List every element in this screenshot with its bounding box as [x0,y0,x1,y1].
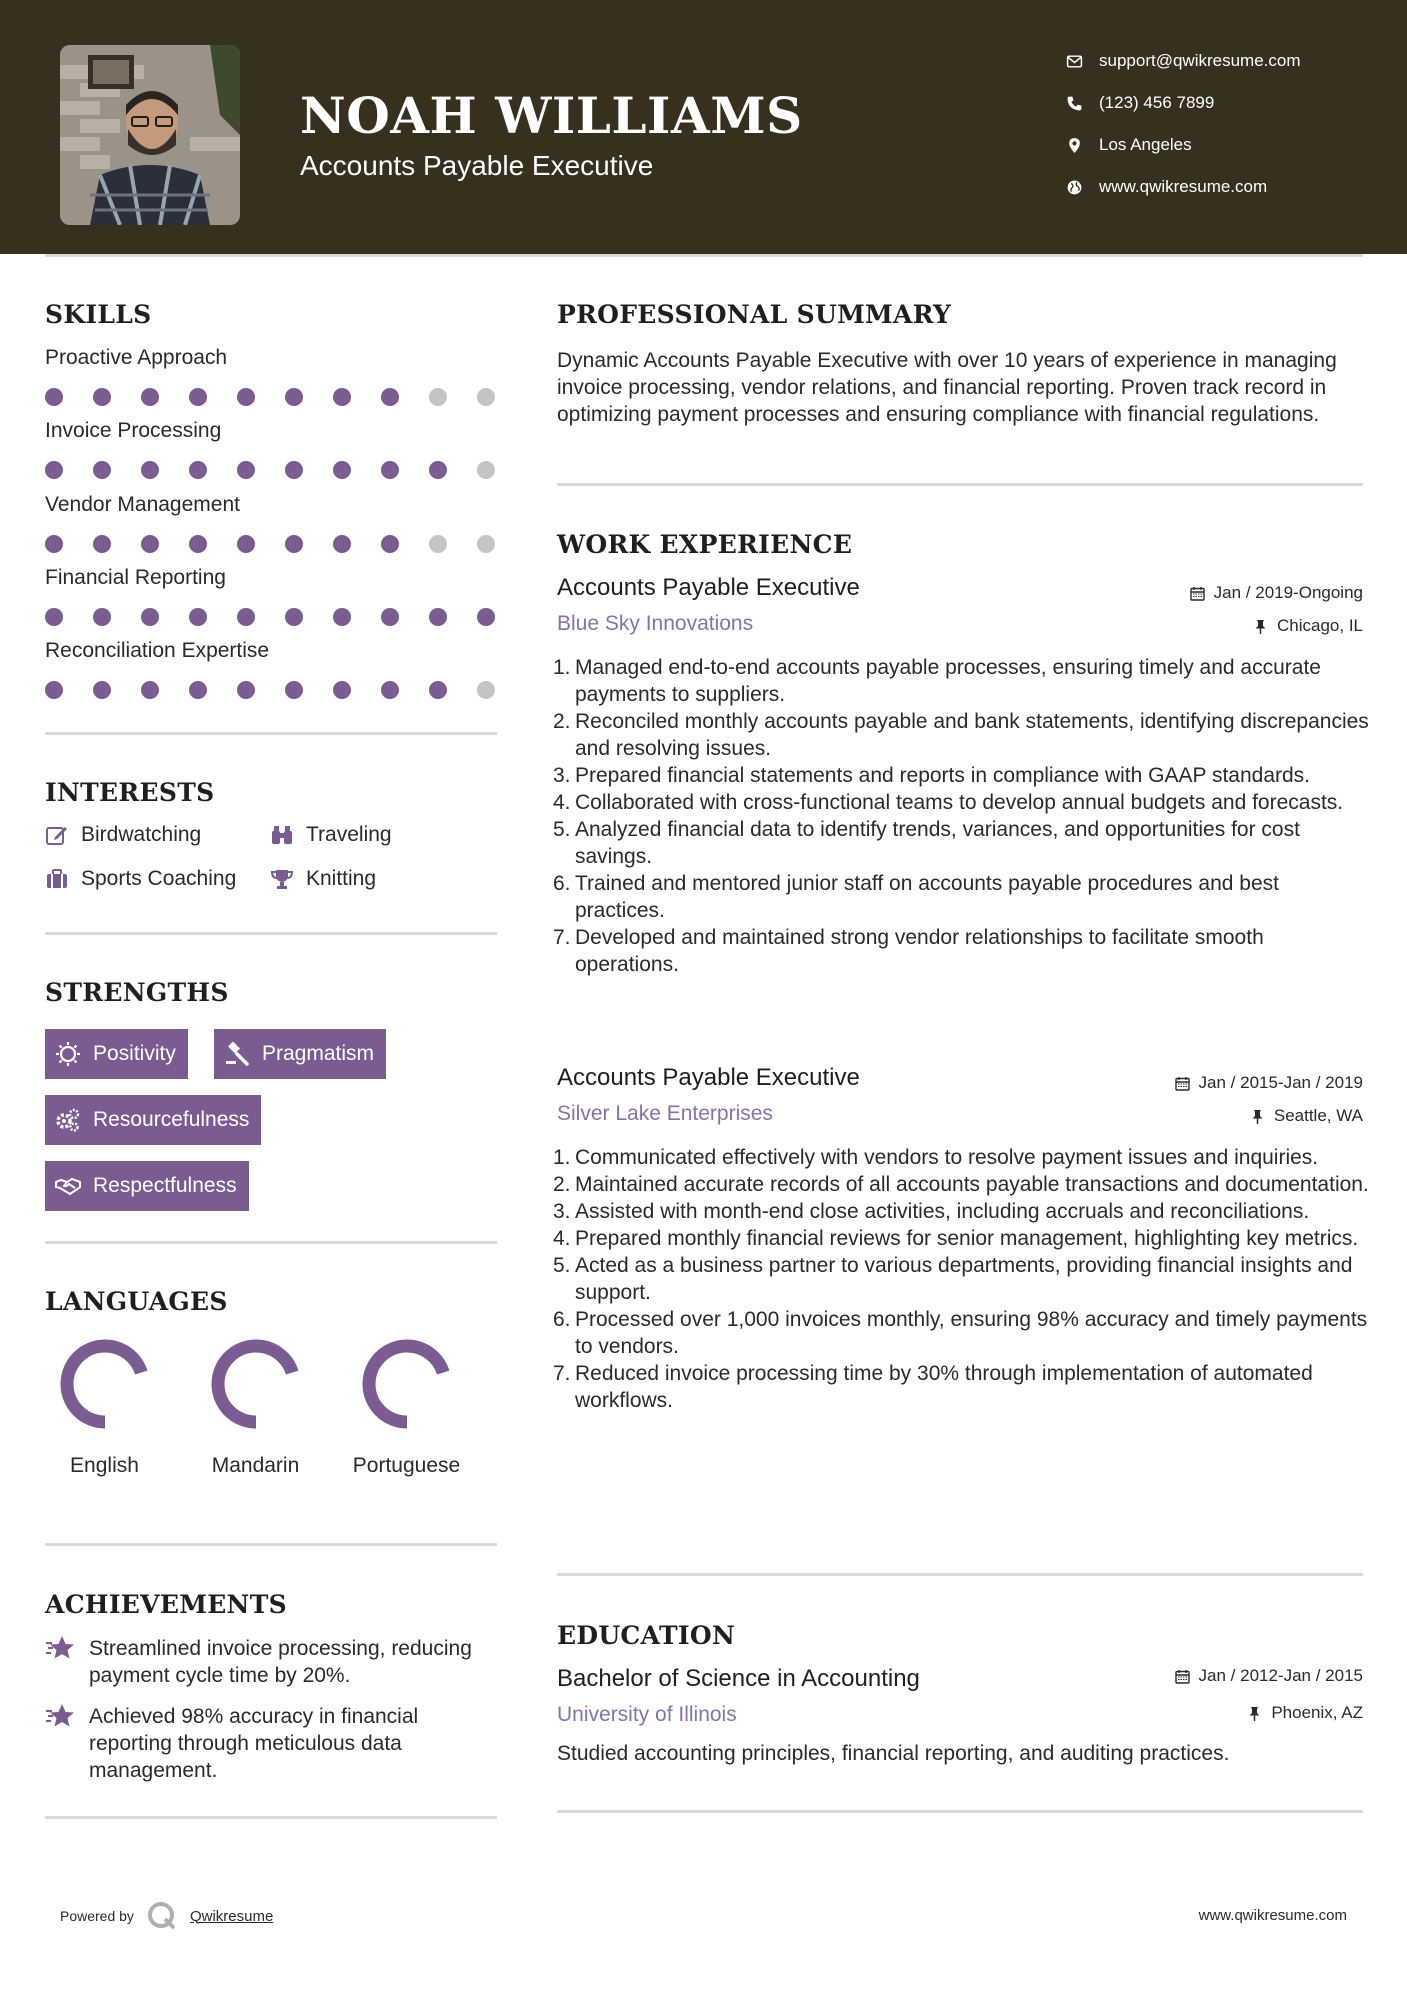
languages-heading: LANGUAGES [45,1287,228,1316]
job-location [1250,1106,1363,1126]
pushpin-icon [1250,1109,1265,1124]
interest-label: Traveling [306,823,392,846]
job-bullet [553,816,1373,870]
rating-dot-filled [45,461,63,479]
briefcase-icon [45,867,69,891]
language-gauge [206,1334,306,1434]
job-bullets [553,654,1373,978]
job-title: Accounts Payable Executive [557,574,860,601]
rating-dot-filled [237,681,255,699]
job-dates-text: Jan / 2015-Jan / 2019 [1198,1073,1363,1092]
rating-dot-filled [189,388,207,406]
job-dates [1175,1073,1363,1093]
pushpin-icon [1247,1706,1262,1721]
rating-dot-filled [333,608,351,626]
rating-dot-filled [429,461,447,479]
summary-heading: PROFESSIONAL SUMMARY [557,300,952,329]
job-bullet [553,1252,1373,1306]
interest-label: Birdwatching [81,823,202,846]
rating-dot-filled [45,388,63,406]
interest-label: Sports Coaching [81,867,237,890]
skill-name: Vendor Management [45,493,240,516]
bullet-text: Managed end-to-end accounts payable processes, ensuring timely and accurate payments to suppliers. [575,656,1321,706]
calendar-icon [1190,586,1205,601]
job-location-text: Chicago, IL [1277,616,1363,635]
job-bullet [553,762,1373,789]
rating-dot-empty [477,681,495,699]
star-icon [45,1633,75,1663]
interest-label: Knitting [306,867,377,890]
summary-text: Dynamic Accounts Payable Executive with over 10 years of experience in managing invoice processing, vendor relations, and financial reporting. Proven track record in optimizing payment processes and ensuring compliance with financial regulations. [557,349,1337,426]
strength-label: Respectfulness [93,1174,237,1197]
language-item [42,1334,167,1480]
candidate-title: Accounts Payable Executive [300,150,654,181]
profile-photo [60,45,240,225]
bullet-number: 7. [553,926,571,949]
bullet-text: Acted as a business partner to various departments, providing financial insights and support. [575,1254,1353,1304]
section-divider [45,932,497,935]
job-bullet [553,924,1373,978]
envelope-icon [1063,50,1085,72]
rating-dot-filled [285,681,303,699]
job-bullet [553,654,1373,708]
rating-dot-filled [333,388,351,406]
resume-header [0,0,1407,254]
interest-item [270,823,392,847]
bullet-number: 2. [553,1173,571,1196]
rating-dot-empty [429,535,447,553]
bullet-number: 5. [553,1254,571,1277]
rating-dot-empty [477,535,495,553]
candidate-name: NOAH WILLIAMS [300,86,803,145]
skill-name: Reconciliation Expertise [45,639,270,662]
rating-dot-filled [285,535,303,553]
skill-rating [45,608,505,626]
language-item [344,1334,469,1480]
company-name: Silver Lake Enterprises [557,1102,773,1125]
rating-dot-filled [189,681,207,699]
job-bullet [553,1306,1373,1360]
language-gauge-arc [67,1346,143,1422]
star-icon [45,1701,75,1731]
calendar-icon [1175,1669,1190,1684]
bullet-text: Processed over 1,000 invoices monthly, ensuring 98% accuracy and timely payments to vendors. [575,1308,1368,1358]
strengths-heading: STRENGTHS [45,978,229,1007]
education-dates [1175,1666,1363,1686]
globe-icon [1063,176,1085,198]
bullet-text: Analyzed financial data to identify trends, variances, and opportunities for cost savings. [575,818,1300,868]
job-bullet [553,1198,1373,1225]
experience-heading: WORK EXPERIENCE [557,530,853,559]
contact-phone-text: (123) 456 7899 [1099,93,1215,112]
sun-icon [55,1041,81,1067]
skill-name: Invoice Processing [45,419,222,442]
header-divider [45,254,1363,257]
rating-dot-filled [381,535,399,553]
rating-dot-filled [285,388,303,406]
rating-dot-filled [141,681,159,699]
strength-tag [214,1029,386,1079]
education-dates-text: Jan / 2012-Jan / 2015 [1198,1666,1363,1685]
job-dates-text: Jan / 2019-Ongoing [1213,583,1363,602]
section-divider [45,1816,497,1819]
pencil-square-icon [45,823,69,847]
strength-label: Pragmatism [262,1042,375,1065]
rating-dot-filled [381,388,399,406]
bullet-number: 6. [553,872,571,895]
job-bullet [553,708,1373,762]
bullet-number: 6. [553,1308,571,1331]
bullet-text: Reduced invoice processing time by 30% through implementation of automated workflows. [575,1362,1313,1412]
rating-dot-filled [93,535,111,553]
education-location-text: Phoenix, AZ [1271,1703,1363,1722]
footer-brand [60,1900,273,1932]
bullet-text: Prepared financial statements and reports in compliance with GAAP standards. [575,764,1310,787]
bullet-text: Collaborated with cross-functional teams to develop annual budgets and forecasts. [575,791,1344,814]
job-dates [1190,583,1363,603]
rating-dot-filled [333,461,351,479]
education-heading: EDUCATION [557,1621,736,1650]
bullet-text: Maintained accurate records of all accounts payable transactions and documentation. [575,1173,1369,1196]
trophy-icon [270,867,294,891]
qwikresume-logo-icon [146,1900,178,1932]
strength-label: Positivity [93,1042,176,1065]
language-gauge-arc [369,1346,445,1422]
achievement-item [45,1635,505,1689]
contact-email-text: support@qwikresume.com [1099,51,1301,70]
contact-location-text: Los Angeles [1099,135,1192,154]
section-divider [45,1241,497,1244]
language-name: English [70,1454,139,1477]
bullet-text: Prepared monthly financial reviews for senior management, highlighting key metrics. [575,1227,1359,1250]
rating-dot-filled [237,608,255,626]
rating-dot-empty [477,388,495,406]
skill-item [45,639,505,699]
achievement-item [45,1703,505,1784]
rating-dot-filled [285,461,303,479]
rating-dot-filled [45,608,63,626]
job-bullets [553,1144,1373,1414]
rating-dot-empty [429,388,447,406]
skill-rating [45,681,505,699]
location-pin-icon [1063,134,1085,156]
skill-name: Financial Reporting [45,566,226,589]
rating-dot-filled [333,681,351,699]
skill-name: Proactive Approach [45,346,228,369]
gavel-icon [224,1041,250,1067]
education-location [1247,1703,1363,1723]
section-divider [557,483,1363,486]
section-divider [557,1573,1363,1576]
calendar-icon [1175,1076,1190,1091]
rating-dot-filled [333,535,351,553]
bullet-number: 3. [553,1200,571,1223]
rating-dot-filled [189,461,207,479]
rating-dot-filled [93,608,111,626]
skill-item [45,346,505,406]
rating-dot-filled [381,681,399,699]
rating-dot-empty [477,461,495,479]
rating-dot-filled [285,608,303,626]
language-gauge-arc [218,1346,294,1422]
job-location [1253,616,1363,636]
skill-item [45,566,505,626]
bullet-text: Assisted with month-end close activities, including accruals and reconciliations. [575,1200,1310,1223]
contact-phone[interactable] [1063,82,1301,124]
bullet-number: 7. [553,1362,571,1385]
job-bullet [553,1171,1373,1198]
skill-rating [45,461,505,479]
interests-heading: INTERESTS [45,778,215,807]
phone-icon [1063,92,1085,114]
language-gauge [357,1334,457,1434]
job-location-text: Seattle, WA [1273,1106,1363,1125]
achievements-heading: ACHIEVEMENTS [45,1590,287,1619]
interest-item [270,867,376,891]
language-name: Portuguese [352,1454,461,1477]
contact-location [1063,124,1301,166]
skill-item [45,493,505,553]
brand-link[interactable]: Qwikresume [189,1907,274,1925]
powered-by-text: Powered by [60,1908,134,1924]
section-divider [45,732,497,735]
bullet-text: Trained and mentored junior staff on accounts payable procedures and best practices. [575,872,1279,922]
bullet-number: 2. [553,710,571,733]
bullet-text: Developed and maintained strong vendor relationships to facilitate smooth operations. [575,926,1264,976]
binoculars-icon [270,823,294,847]
contact-website-text: www.qwikresume.com [1099,177,1268,196]
rating-dot-filled [141,535,159,553]
rating-dot-filled [381,461,399,479]
language-name: Mandarin [211,1454,300,1477]
rating-dot-filled [429,608,447,626]
school-name: University of Illinois [557,1703,737,1726]
footer-website[interactable]: www.qwikresume.com [1198,1907,1347,1924]
rating-dot-filled [237,461,255,479]
interest-item [45,823,201,847]
skill-rating [45,388,505,406]
rating-dot-filled [477,608,495,626]
language-gauge [55,1334,155,1434]
strength-tag [45,1029,188,1079]
rating-dot-filled [93,388,111,406]
rating-dot-filled [45,681,63,699]
section-divider [557,1810,1363,1813]
rating-dot-filled [189,535,207,553]
section-divider [45,1543,497,1546]
rating-dot-filled [93,681,111,699]
rating-dot-filled [93,461,111,479]
education-description: Studied accounting principles, financial reporting, and auditing practices. [557,1742,1230,1765]
rating-dot-filled [141,461,159,479]
skill-item [45,419,505,479]
bullet-number: 4. [553,1227,571,1250]
interest-item [45,867,236,891]
rating-dot-filled [429,681,447,699]
bullet-number: 4. [553,791,571,814]
rating-dot-filled [237,388,255,406]
degree-title: Bachelor of Science in Accounting [557,1665,920,1692]
bullet-number: 1. [553,1146,571,1169]
achievement-text: Streamlined invoice processing, reducing payment cycle time by 20%. [89,1637,472,1687]
company-name: Blue Sky Innovations [557,612,754,635]
bullet-number: 3. [553,764,571,787]
handshake-icon [55,1173,81,1199]
rating-dot-filled [381,608,399,626]
strength-label: Resourcefulness [93,1108,250,1131]
strength-tag [45,1161,249,1211]
achievement-text: Achieved 98% accuracy in financial reporting through meticulous data management. [89,1705,419,1782]
bullet-number: 5. [553,818,571,841]
job-bullet [553,870,1373,924]
bullet-number: 1. [553,656,571,679]
rating-dot-filled [141,608,159,626]
job-bullet [553,1360,1373,1414]
contact-email[interactable] [1063,40,1301,82]
rating-dot-filled [189,608,207,626]
rating-dot-filled [141,388,159,406]
language-item [193,1334,318,1480]
job-bullet [553,1225,1373,1252]
gears-icon [55,1107,81,1133]
bullet-text: Reconciled monthly accounts payable and bank statements, identifying discrepancies and resolving issues. [575,710,1369,760]
job-title: Accounts Payable Executive [557,1064,860,1091]
contact-website[interactable] [1063,166,1301,208]
contact-list [1063,40,1301,208]
bullet-text: Communicated effectively with vendors to resolve payment issues and inquiries. [575,1146,1319,1169]
skills-heading: SKILLS [45,300,152,329]
rating-dot-filled [45,535,63,553]
job-bullet [553,789,1373,816]
strength-tag [45,1095,261,1145]
skill-rating [45,535,505,553]
rating-dot-filled [237,535,255,553]
job-bullet [553,1144,1373,1171]
pushpin-icon [1253,619,1268,634]
